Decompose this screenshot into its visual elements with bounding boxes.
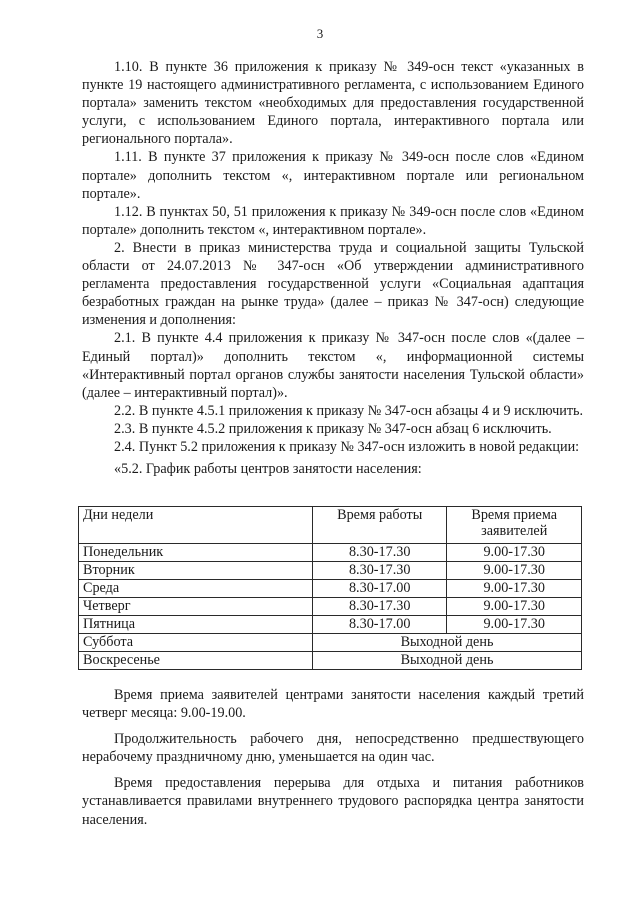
table-row xyxy=(79,634,582,652)
day-cell: Среда xyxy=(79,580,313,598)
paragraph: 2.2. В пункте 4.5.1 приложения к приказу № 347-осн абзацы 4 и 9 исключить. xyxy=(114,402,584,419)
paragraph: 2.4. Пункт 5.2 приложения к приказу № 347-осн изложить в новой редакции: xyxy=(114,438,580,455)
table-row xyxy=(79,598,582,616)
work-hours-cell: 8.30-17.30 xyxy=(312,598,446,616)
table-row xyxy=(79,562,582,580)
reception-hours-cell: 9.00-17.30 xyxy=(447,580,582,598)
reception-hours-cell: 9.00-17.30 xyxy=(447,544,582,562)
paragraph: Время предоставления перерыва для отдыха и питания работников устанавливается правилами внутреннего трудового распорядка центра занятости населения. xyxy=(82,775,584,828)
paragraph: 1.11. В пункте 37 приложения к приказу № 349-осн после слов «Едином портале» дополнить текстом «, интерактивном портале или региональном портале». xyxy=(82,149,584,202)
day-cell: Воскресенье xyxy=(79,652,313,670)
paragraph: 2. Внести в приказ министерства труда и социальной защиты Тульской области от 24.07.2013 № 347-осн «Об утверждении административного регламента предоставления государственной услуги «Социальная адаптация безработных граждан на рынке труда» (далее – приказ № 347-осн) следующие изменения и дополнения: xyxy=(82,239,584,329)
document-body-top xyxy=(82,58,584,478)
page-number: 3 xyxy=(316,26,324,41)
day-cell: Вторник xyxy=(79,562,313,580)
table-row xyxy=(79,616,582,634)
reception-hours-cell: 9.00-17.30 xyxy=(447,616,582,634)
table-row xyxy=(79,580,582,598)
paragraph: 2.1. В пункте 4.4 приложения к приказу № 347-осн после слов «(далее – Единый портал)» дополнить текстом «, информационной системы «Интерактивный портал органов службы занятости населения Тульской области» (далее – интерактивный портал)». xyxy=(82,330,584,401)
table-intro: «5.2. График работы центров занятости населения: xyxy=(114,461,422,478)
paragraph: Время приема заявителей центрами занятости населения каждый третий четверг месяца: 9.00-19.00. xyxy=(82,687,584,722)
document-body-bottom xyxy=(82,686,584,837)
day-cell: Понедельник xyxy=(79,544,313,562)
paragraph: 2.3. В пункте 4.5.2 приложения к приказу № 347-осн абзац 6 исключить. xyxy=(114,420,552,437)
table-row xyxy=(79,544,582,562)
header-reception-hours: Время приема заявителей xyxy=(447,507,582,544)
day-off-cell: Выходной день xyxy=(312,634,581,652)
paragraph: 1.10. В пункте 36 приложения к приказу № 349-осн текст «указанных в пункте 19 настоящего административного регламента, с использованием Единого портала» заменить текстом «необходимых для предоставления государственной услуги, с использованием Единого портала, интерактивного портала или регионального портала». xyxy=(82,59,584,148)
paragraph: 1.12. В пунктах 50, 51 приложения к приказу № 349-осн после слов «Едином портале» дополнить текстом «, интерактивном портале». xyxy=(82,203,584,238)
day-cell: Суббота xyxy=(79,634,313,652)
day-cell: Пятница xyxy=(79,616,313,634)
work-hours-cell: 8.30-17.30 xyxy=(312,562,446,580)
reception-hours-cell: 9.00-17.30 xyxy=(447,598,582,616)
reception-hours-cell: 9.00-17.30 xyxy=(447,562,582,580)
table-header-row xyxy=(79,507,582,544)
day-cell: Четверг xyxy=(79,598,313,616)
header-work-hours: Время работы xyxy=(312,507,446,544)
day-off-cell: Выходной день xyxy=(312,652,581,670)
work-hours-cell: 8.30-17.00 xyxy=(312,580,446,598)
work-hours-cell: 8.30-17.30 xyxy=(312,544,446,562)
work-schedule-table xyxy=(78,506,582,670)
work-hours-cell: 8.30-17.00 xyxy=(312,616,446,634)
paragraph: Продолжительность рабочего дня, непосредственно предшествующего нерабочему праздничному дню, уменьшается на один час. xyxy=(82,731,584,766)
header-days: Дни недели xyxy=(79,507,313,544)
table-row xyxy=(79,652,582,670)
